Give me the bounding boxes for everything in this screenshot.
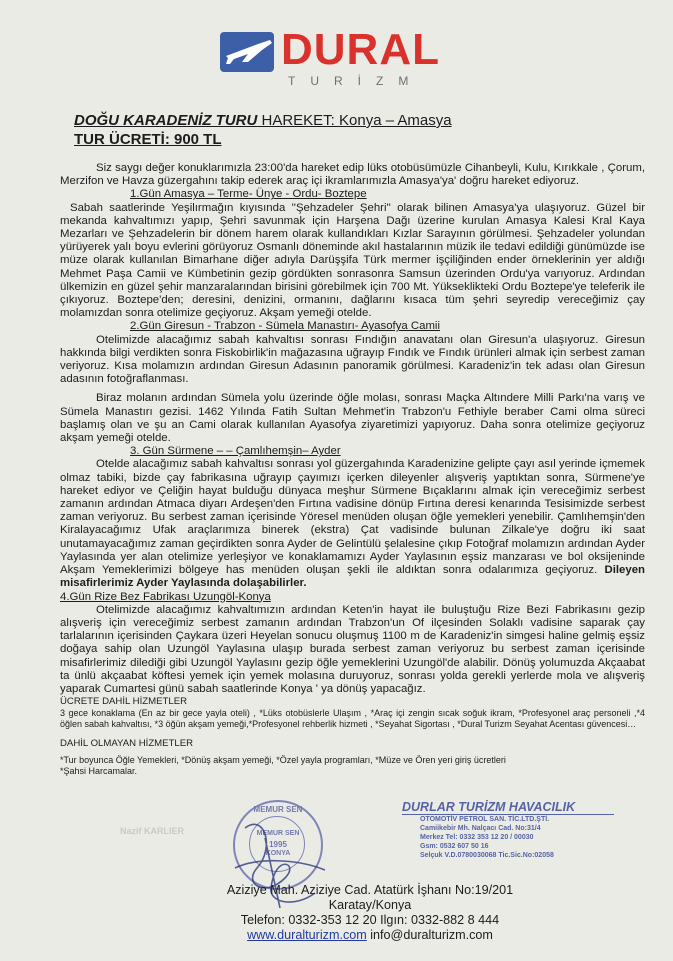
footer-address: Aziziye Mah. Aziziye Cad. Atatürk İşhanı No:19/201 Karatay/Konya	[226, 883, 514, 912]
day-4-text: Otelimizde alacağımız kahvaltımızın ardından Keten'in hayat ile buluştuğu Rize Bezi Fabrikasını gezip alışveriş için vereceğimiz serbest zamanın ardından Trabzon'un Of ilçesinden Solaklı vadisine saparak çay tarlalarının içerisinden Çaykara üzeri Heyelan sonucu oluşmuş 1100 m de Karadeniz'in simgesi haline gelmiş eşsiz doğaya sahip olan Uzungöl Yaylasına ulaşıp burada serbest zaman veriyoruz bu serbest zaman içerisinde misafirlerimiz dilediği gibi Uzungöl Yaylasını gezip öğle yemeklerini Uzungöl'de alabilir. Dönüş yolumuzda Akçaabat ta ünlü akçaabat köftesi yemek için yemek molasına duruyoruz, sonrası yolda gerekli yerlerde mola ve alışveriş yaparak Cumartesi günü sabah saatlerinde Konya ' ya dönüş yapacağız.	[60, 603, 645, 695]
day-2-paragraph-2: Biraz molanın ardından Sümela yolu üzerinde öğle molası, sonrası Maçka Altındere Milli Parkı'na varış ve Sümela Manastırı gezisi. 1462 Yılında Fatih Sultan Mehmet'in Trabzon'u Fethiyle beraber Cami olma süreci başlamış olan ve şu an Cami olarak kullanılan Ayasofya ziyaretimizi yapıyoruz. Daha sonra otelimize geçiyoruz akşam yemeği otelde.	[60, 392, 645, 445]
excluded-text-2: *Şahsi Harcamalar.	[60, 766, 138, 777]
itinerary-body	[60, 162, 645, 777]
day-1-heading: 1.Gün Amasya – Terme- Ünye - Ordu- Boztepe	[130, 188, 367, 201]
email-address[interactable]: info@duralturizm.com	[370, 928, 493, 942]
tour-name: DOĞU KARADENİZ TURU	[74, 112, 258, 129]
day-2-heading: 2.Gün Giresun - Trabzon - Sümela Manastırı- Ayasofya Camii	[130, 320, 440, 333]
round-stamp-city: KONYA	[265, 850, 291, 857]
intro-paragraph: Siz saygı değer konuklarımızla 23:00'da hareket edip lüks otobüsümüzle Cihanbeyli, Kulu, Kırıkkale , Çorum, Merzifon ve Havza güzergahını takip ederek araç içi ikramlarımızla Amasya'ya' doğru hareket ediyoruz.	[60, 162, 645, 188]
website-link[interactable]: www.duralturizm.com	[247, 928, 367, 942]
tour-price: TUR ÜCRETİ: 900 TL	[74, 131, 222, 148]
company-stamp-line-5: Selçuk V.D.0780030068 Tic.Sic.No:02058	[420, 852, 554, 859]
company-stamp-line-3: Merkez Tel: 0332 353 12 20 / 00030	[420, 834, 534, 841]
excluded-label: DAHİL OLMAYAN HİZMETLER	[60, 737, 194, 749]
day-3-text-main: Otelde alacağımız sabah kahvaltısı sonrası yol güzergahında Karadenizine gelipte çayı asıl yerinde içmemek olmaz tabiki, bizde çay fabrikasına uğrayıp çayımızı içerken dileyenler alışveriş yaptıktan sonra, Sürmene'ye hareket ediyor ve Çeliğin hayat bulduğu dünyaca meşhur Sürmene Bıçaklarını almak için vereceğimiz serbest zamanın ardından Atmaca diyarı Ardeşen'den Fırtına vadisine dönüp Fırtına deresi kenarında Tesisimizde serbest zaman veriyoruz. Bu serbest zaman içerisinde Yöresel menüden oluşan öğle yemekleri yenebilir. Çamlıhemşin'den Kiralayacağımız Ufak araçlarımıza binerek (ekstra) Çat vadisinde bulunan Zilkale'ye doğru iki saat unutamayacağımız zaman geçirdikten sonra Ayder de Gelintülü şelalesine çıkıp Fotoğraf molamızın ardından Ayder Yaylasında yer alan otelimize yerleşiyor ve konaklamamızı Ayder Yaylasının eşsiz manzarası ve bol oksijeninde Akşam Yemeklerimizi bölgeye has menüden oluşan şekli ile aldıktan sonra odalarımıza geçiyoruz.	[60, 458, 645, 577]
footer-contacts	[190, 928, 550, 943]
company-stamp	[402, 800, 614, 866]
round-stamp-year: 1995	[269, 840, 287, 849]
company-logo	[218, 26, 458, 88]
day-3-text	[60, 458, 645, 590]
round-stamp-top: MEMUR SEN	[253, 805, 303, 814]
day-2-paragraph-1: Otelimizde alacağımız sabah kahvaltısı sonrası Fındığın anavatanı olan Giresun'a ulaşıyoruz. Giresun hakkında bilgi verdikten sonra Fiskobirlik'in mağazasına uğrayıp Fındık ve Fındık ürünleri almak için serbest zaman veriyoruz. Kısa molamızın ardından Giresun Adasının panoramik görülmesi. Karadeniz'in tek adası olan Giresun adasının fotoğraflanması.	[60, 333, 645, 386]
day-1-text: Sabah saatlerinde Yeşilırmağın kıyısında ''Şehzadeler Şehri'' olarak bilinen Amasya'ya ulaşıyoruz. Güzel bir mekanda kahvaltımızı yapıp, Şehri savunmak için Harşena Dağı üzerine kurulan Amasya Kalesi Kral Kaya Mezarları ve Şehzadelerin bir dönem harem olarak kullandıkları Kızlar Sarayının görülmesi. Şehzadeler yolundan yürüyerek yalı boyu evlerini görüyoruz Osmanlı döneminde akıl hastalarının müzik ile tedavi edildiği günümüzde ise müze olarak kullanılan Bimarhane diğer adıyla Darüşşifa Türk mermer işçiliğinden ender örneklerinin yer aldığı Mehmet Paşa Camii ve Kümbetinin gezip gördükten sonrasonra Samsun üzerinden Ordu'ya varıyoruz. Ardından ülkemizin en güzel şehir manzaralarından birisini görebilmek için 700 Mt. Yükseklikteki Ordu Boztepe'ye teleferik ile çıkıyoruz. Boztepe'den; deresini, denizini, ormanını, dağlarını kısaca tüm şehri seyredip vereceğimiz çay molamızdan sonra otelimize geçiyoruz. Akşam yemeği otelde.	[60, 201, 645, 320]
day-3-heading: 3. Gün Sürmene – – Çamlıhemşin– Ayder	[130, 445, 341, 458]
company-stamp-line-2: Camiikebir Mh. Nalçacı Cad. No:31/4	[420, 825, 541, 832]
company-stamp-line-1: OTOMOTİV PETROL SAN. TİC.LTD.ŞTİ.	[420, 816, 550, 823]
round-stamp-mid: MEMUR SEN	[256, 830, 300, 837]
included-text: 3 gece konaklama (En az bir gece yayla oteli) , *Lüks otobüslerle Ulaşım , *Araç içi zengin sıcak soğuk ikram, *Profesyonel araç personeli ,*4 öğlen sabah kahvaltısı, *3 öğün akşam yemeği,*Profesyonel rehberlik hizmeti , *Seyahat Sigortası , *Dural Turizm Seyahat Acentası güvencesi…	[60, 707, 645, 729]
departure-info: HAREKET: Konya – Amasya	[261, 112, 452, 129]
company-stamp-line-4: Gsm: 0532 607 50 16	[420, 843, 489, 850]
day-3-text-end: Dileyen misafirlerimiz Ayder Yaylasında dolaşabilirler.	[60, 564, 645, 590]
logo-subtitle: TURİZM	[288, 74, 424, 88]
footer-phone: Telefon: 0332-353 12 20 Ilgın: 0332-882 8 444	[240, 913, 500, 927]
excluded-text: *Tur boyunca Öğle Yemekleri, *Dönüş akşam yemeği, *Özel yayla programları, *Müze ve Ören yeri giriş ücretleri	[60, 755, 506, 766]
day-4-heading: 4.Gün Rize Bez Fabrikası Uzungöl-Konya	[60, 590, 271, 603]
faint-stamp-name: Nazif KARLIER	[120, 826, 185, 836]
logo-wordmark: DURAL	[281, 25, 440, 74]
contact-footer	[190, 883, 550, 943]
airplane-icon	[218, 26, 278, 78]
included-label: ÜCRETE DAHİL HİZMETLER	[60, 696, 188, 708]
tour-title	[74, 112, 452, 129]
company-stamp-name: DURLAR TURİZM HAVACILIK	[402, 800, 614, 815]
